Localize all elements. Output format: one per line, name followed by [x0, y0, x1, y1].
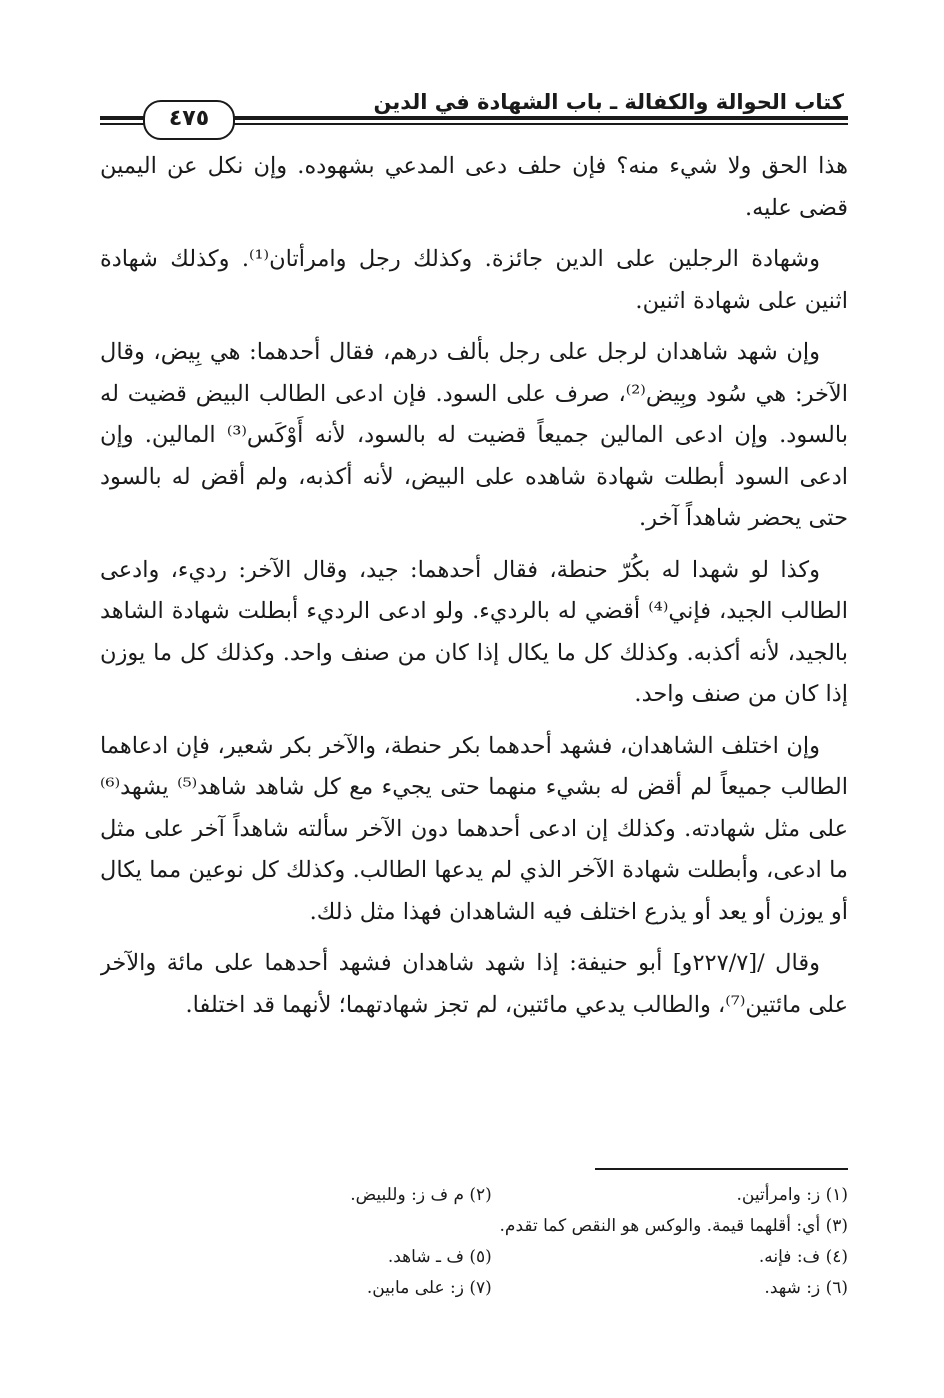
footnotes: [100, 1180, 848, 1340]
footnote-2: (٢) م ف ز: وللبيض.: [350, 1185, 492, 1205]
main-text: [100, 146, 848, 1156]
footnote-row: [100, 1242, 848, 1273]
footnote-4: (٤) ف: فإنه.: [758, 1247, 848, 1267]
page-number: ٤٧٥: [143, 100, 235, 140]
footnote-3: (٣) أي: أقلهما قيمة. والوكس هو النقص كما تقدم.: [499, 1216, 848, 1236]
footnote-1: (١) ز: وامرأتين.: [736, 1185, 848, 1205]
paragraph: وكذا لو شهدا له بكُرّ حنطة، فقال أحدهما: جيد، وقال الآخر: رديء، وادعى الطالب الجيد، فإني⁽⁴⁾ أقضي له بالرديء. ولو ادعى الرديء أبطلت شهادة الشاهد بالجيد، لأنه أكذبه. وكذلك كل ما يكال إذا كان من صنف واحد. وكذلك كل ما يوزن إذا كان من صنف واحد.: [100, 556, 848, 707]
paragraph: وقال /[٢٢٧/٧و] أبو حنيفة: إذا شهد شاهدان فشهد أحدهما على مائة والآخر على مائتين⁽⁷⁾، والطالب يدعي مائتين، لم تجز شهادتهما؛ لأنهما قد اختلفا.: [100, 950, 848, 1018]
footnote-5: (٥) ف ـ شاهد.: [387, 1247, 492, 1267]
footnote-6: (٦) ز: شهد.: [764, 1278, 848, 1298]
footnote-row: [100, 1211, 848, 1242]
paragraph: وإن اختلف الشاهدان، فشهد أحدهما بكر حنطة، والآخر بكر شعير، فإن ادعاهما الطالب جميعاً لم أقض له بشيء منهما حتى يجيء مع كل شاهد شاهد⁽⁵⁾ يشهد⁽⁶⁾ على مثل شهادته. وكذلك إن ادعى أحدهما دون الآخر سألته شاهداً آخر على مثل ما ادعى، وأبطلت شهادة الآخر الذي لم يدعها الطالب. وكذلك كل نوعين مما يكال أو يوزن أو يعد أو يذرع اختلف فيه الشاهدان فهذا مثل ذلك.: [100, 732, 848, 925]
footnote-7: (٧) ز: على مابين.: [366, 1278, 492, 1298]
paragraph: هذا الحق ولا شيء منه؟ فإن حلف دعى المدعي بشهوده. وإن نكل عن اليمين قضى عليه.: [100, 153, 848, 221]
footnote-row: [100, 1273, 848, 1304]
running-head-title: كتاب الحوالة والكفالة ـ باب الشهادة في الدين: [373, 90, 844, 114]
footnote-row: [100, 1180, 848, 1211]
paragraph: وشهادة الرجلين على الدين جائزة. وكذلك رجل وامرأتان⁽¹⁾. وكذلك شهادة اثنين على شهادة اثنين.: [100, 246, 848, 314]
footnote-separator: [595, 1168, 848, 1170]
paragraph: وإن شهد شاهدان لرجل على رجل بألف درهم، فقال أحدهما: هي بِيض، وقال الآخر: هي سُود وبِيض⁽²⁾، صرف على السود. فإن ادعى الطالب البيض قضيت له بالسود. وإن ادعى المالين جميعاً قضيت له بالسود، لأنه أَوْكَس⁽³⁾ المالين. وإن ادعى السود أبطلت شهادة شاهده على البيض، لأنه أكذبه، ولم أقض له بالسود حتى يحضر شاهداً آخر.: [100, 339, 848, 531]
